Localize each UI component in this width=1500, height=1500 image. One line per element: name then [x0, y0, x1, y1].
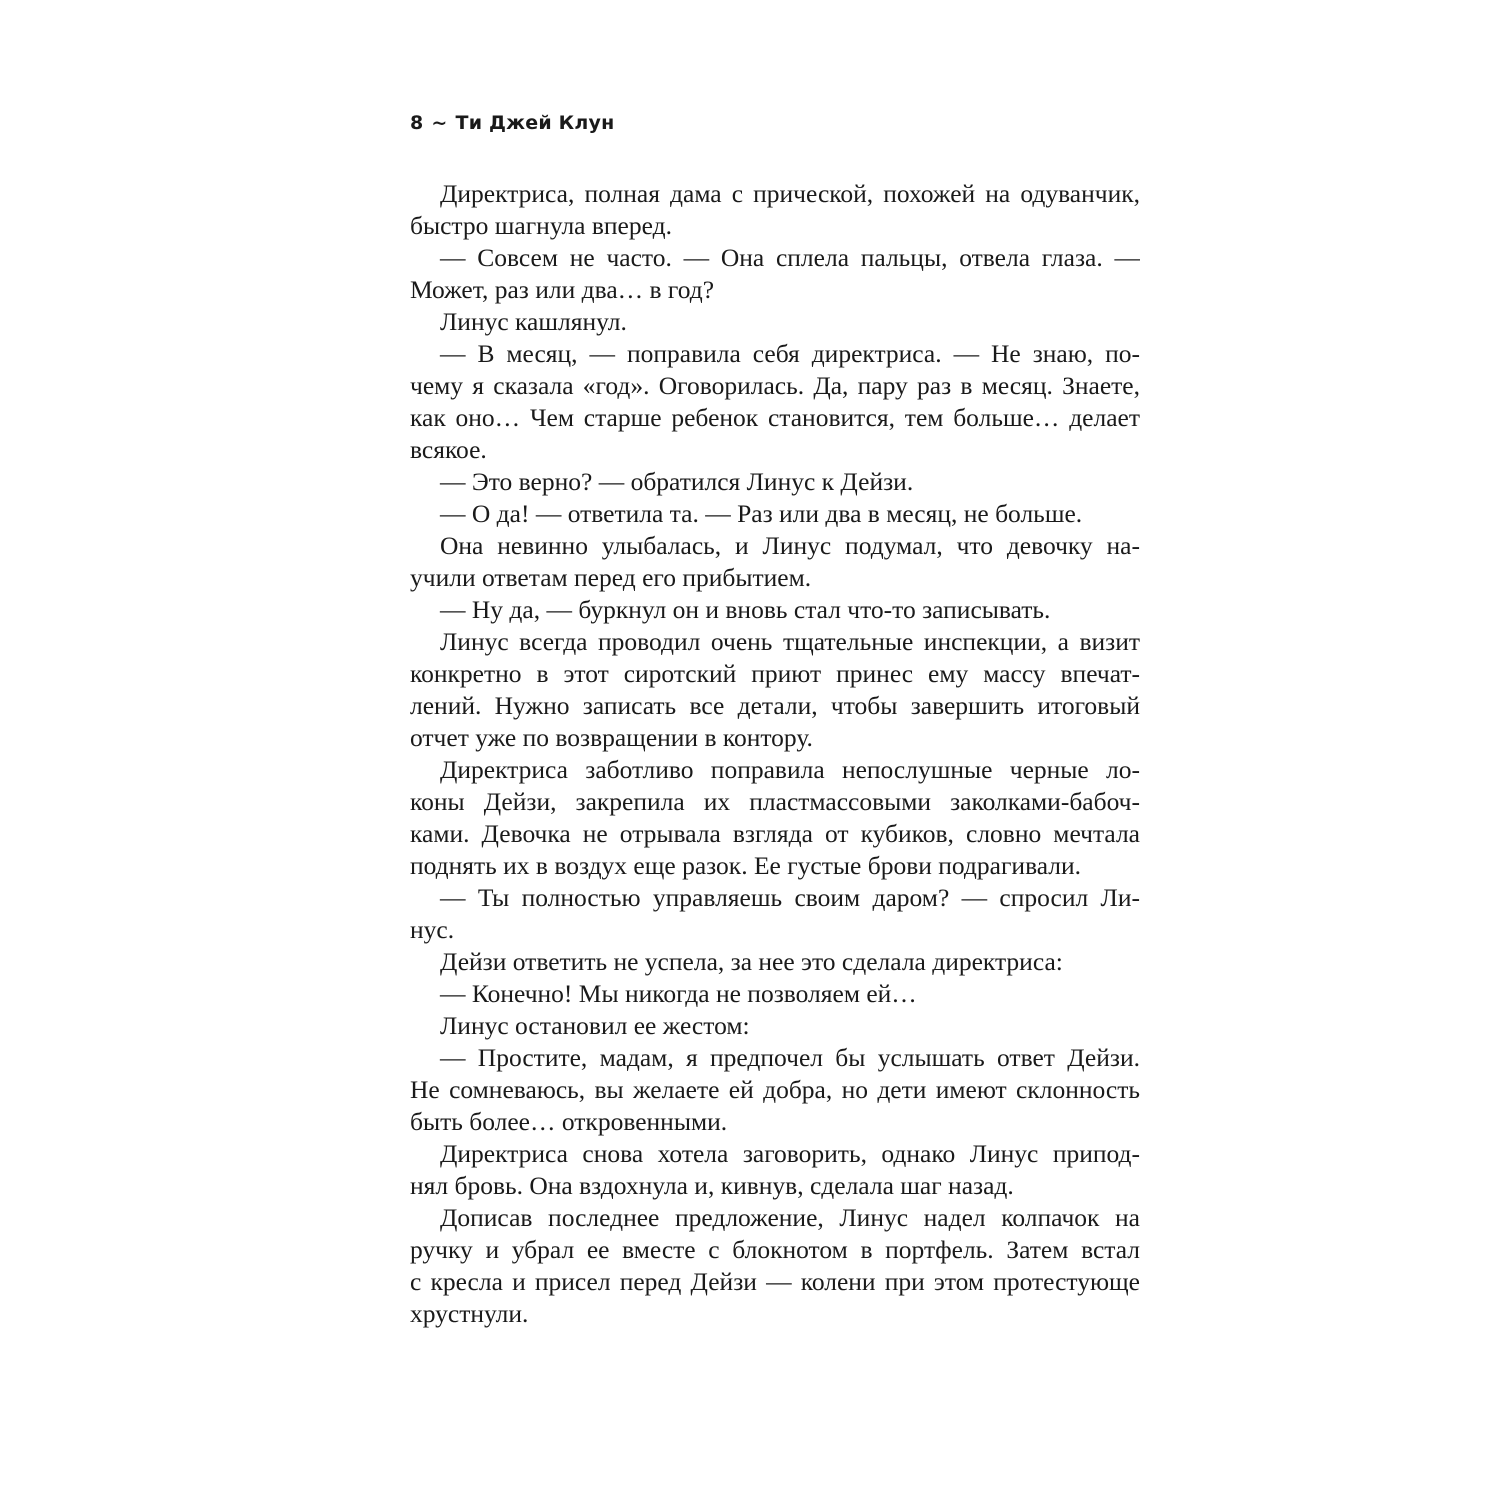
text-line: ками. Девочка не отрывала взгляда от кубиков, словно мечтала	[410, 819, 1140, 848]
text-line: Дописав последнее предложение, Линус надел колпачок на	[440, 1203, 1140, 1232]
text-line: поднять их в воздух еще разок. Ее густые брови подрагивали.	[410, 851, 1082, 880]
text-line: Линус кашлянул.	[440, 307, 627, 336]
text-line: — Это верно? — обратился Линус к Дейзи.	[440, 467, 914, 496]
text-line: Директриса, полная дама с прической, похожей на одуванчик,	[440, 179, 1140, 208]
page-number: 8	[410, 112, 424, 134]
text-line: нял бровь. Она вздохнула и, кивнув, сделала шаг назад.	[410, 1171, 1014, 1200]
text-line: конкретно в этот сиротский приют принес ему массу впечат-	[410, 659, 1140, 688]
text-line: учили ответам перед его прибытием.	[410, 563, 812, 592]
header-separator: ~	[431, 112, 448, 134]
text-line: — Простите, мадам, я предпочел бы услышать ответ Дейзи.	[440, 1043, 1140, 1072]
text-line: Она невинно улыбалась, и Линус подумал, что девочку на-	[440, 531, 1140, 560]
text-line: с кресла и присел перед Дейзи — колени при этом протестующе	[410, 1267, 1140, 1296]
text-line: чему я сказала «год». Оговорилась. Да, пару раз в месяц. Знаете,	[410, 371, 1140, 400]
text-line: — Ты полностью управляешь своим даром? — спросил Ли-	[440, 883, 1140, 912]
text-line: Может, раз или два… в год?	[410, 275, 715, 304]
text-line: лений. Нужно записать все детали, чтобы завершить итоговый	[410, 691, 1140, 720]
text-line: Не сомневаюсь, вы желаете ей добра, но дети имеют склонность	[410, 1075, 1140, 1104]
text-line: как оно… Чем старше ребенок становится, тем больше… делает	[410, 403, 1140, 432]
text-line: — Ну да, — буркнул он и вновь стал что-то записывать.	[440, 595, 1051, 624]
text-line: — Совсем не часто. — Она сплела пальцы, отвела глаза. —	[440, 243, 1140, 272]
text-line: — В месяц, — поправила себя директриса. — Не знаю, по-	[440, 339, 1140, 368]
author-name: Ти Джей Клун	[455, 112, 615, 134]
text-line: Директриса снова хотела заговорить, однако Линус припод-	[440, 1139, 1140, 1168]
text-line: — Конечно! Мы никогда не позволяем ей…	[440, 979, 917, 1008]
text-line: отчет уже по возвращении в контору.	[410, 723, 813, 752]
text-line: ручку и убрал ее вместе с блокнотом в портфель. Затем встал	[410, 1235, 1140, 1264]
text-line: нус.	[410, 915, 455, 944]
text-line: быстро шагнула вперед.	[410, 211, 672, 240]
body-text	[410, 178, 1140, 1330]
text-line: — О да! — ответила та. — Раз или два в месяц, не больше.	[440, 499, 1083, 528]
text-line: коны Дейзи, закрепила их пластмассовыми заколками-бабоч-	[410, 787, 1140, 816]
text-line: Линус всегда проводил очень тщательные инспекции, а визит	[440, 627, 1140, 656]
text-line: Дейзи ответить не успела, за нее это сделала директриса:	[440, 947, 1063, 976]
text-line: хрустнули.	[410, 1299, 529, 1328]
text-line: всякое.	[410, 435, 487, 464]
text-line: быть более… откровенными.	[410, 1107, 728, 1136]
text-line: Директриса заботливо поправила непослушные черные ло-	[440, 755, 1140, 784]
text-line: Линус остановил ее жестом:	[440, 1011, 750, 1040]
running-header	[410, 112, 614, 134]
